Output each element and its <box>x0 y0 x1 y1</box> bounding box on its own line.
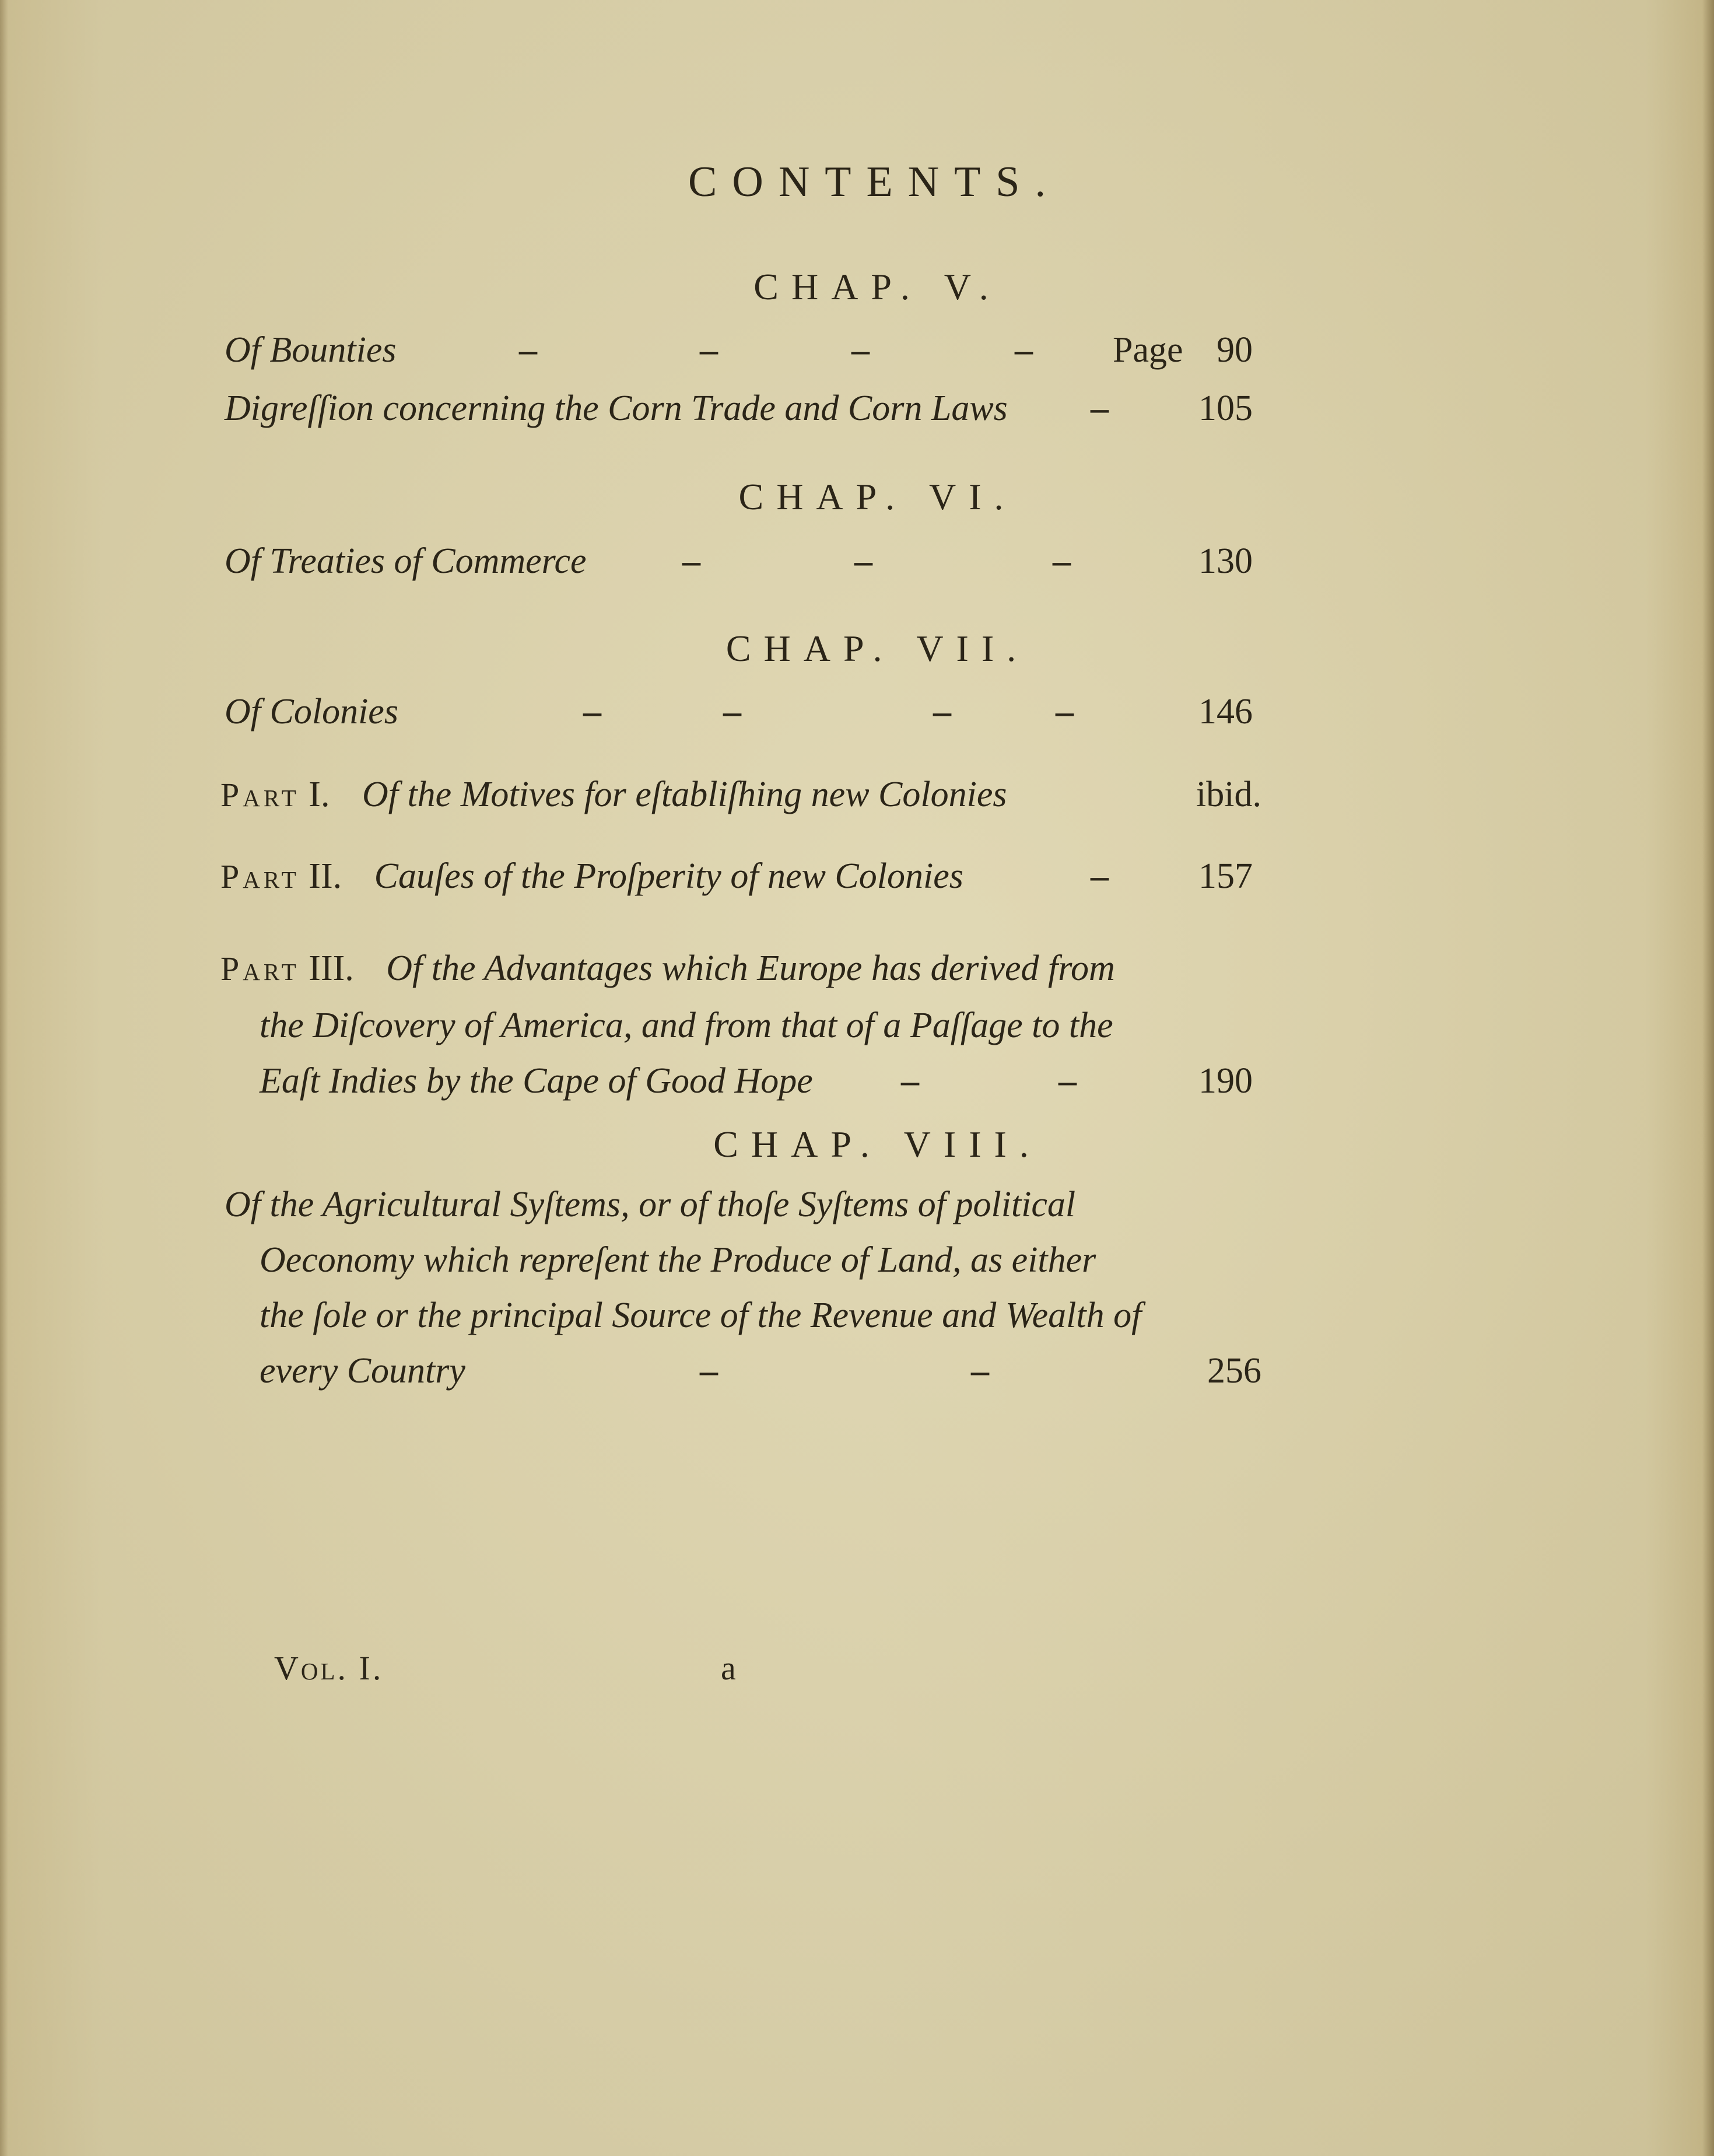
toc-entry-bounties: Of Bounties <box>225 330 397 370</box>
leader-dash: – <box>851 330 870 370</box>
leader-dash: – <box>700 330 718 370</box>
page-number: 157 <box>1198 856 1253 896</box>
part-title-line: Of the Advantages which Europe has derived from <box>386 949 1115 988</box>
leader-dash: – <box>1091 388 1109 428</box>
toc-entry-agricultural-line: Of the Agricultural Syſtems, or of thoſe Syſtems of political <box>225 1185 1076 1224</box>
chapter-heading-6: CHAP. VI. <box>738 476 1017 517</box>
contents-title: CONTENTS. <box>688 158 1061 206</box>
leader-dash: – <box>583 692 601 732</box>
toc-entry-agricultural-line: Oeconomy which repreſent the Produce of Land, as either <box>260 1240 1096 1280</box>
leader-dash: – <box>1091 856 1109 896</box>
page-number: 256 <box>1207 1351 1261 1391</box>
toc-entry-colonies: Of Colonies <box>225 692 398 732</box>
signature-mark: a <box>721 1649 736 1687</box>
toc-entry-agricultural-line: every Country <box>260 1351 465 1391</box>
chapter-heading-5: CHAP. V. <box>753 266 1001 307</box>
leader-dash: – <box>1053 541 1071 581</box>
leader-dash: – <box>723 692 741 732</box>
page-right-shadow <box>1702 0 1714 2156</box>
leader-dash: – <box>682 541 700 581</box>
page-number: 146 <box>1198 692 1253 732</box>
chapter-heading-7: CHAP. VII. <box>725 628 1029 669</box>
part-label: Part <box>220 776 300 814</box>
part-label: Part <box>220 858 300 895</box>
chapter-heading-8: CHAP. VIII. <box>713 1124 1042 1165</box>
part-title: Cauſes of the Proſperity of new Colonies <box>374 856 963 896</box>
toc-part-1 <box>220 771 1007 818</box>
toc-part-2 <box>220 853 963 900</box>
leader-dash: – <box>700 1351 718 1391</box>
page-number: 90 <box>1217 330 1253 370</box>
leader-dash: – <box>971 1351 989 1391</box>
part-title: Of the Motives for eſtabliſhing new Colonies <box>362 775 1007 814</box>
page-number: 190 <box>1198 1061 1253 1101</box>
leader-dash: – <box>854 541 872 581</box>
toc-entry-corn-digression: Digreſſion concerning the Corn Trade and Corn Laws <box>225 388 1008 428</box>
page-number: ibid. <box>1196 775 1261 814</box>
page-number: 130 <box>1198 541 1253 581</box>
leader-dash: – <box>519 330 537 370</box>
page-prefix: Page <box>1113 330 1183 370</box>
part-title-line: Eaſt Indies by the Cape of Good Hope <box>260 1061 813 1101</box>
leader-dash: – <box>901 1061 919 1101</box>
part-label: Part <box>220 950 300 988</box>
toc-entry-treaties: Of Treaties of Commerce <box>225 541 587 581</box>
part-title-line: the Diſcovery of America, and from that of a Paſſage to the <box>260 1006 1113 1045</box>
toc-part-3 <box>220 945 1115 992</box>
leader-dash: – <box>1015 330 1033 370</box>
toc-entry-agricultural-line: the ſole or the principal Source of the Revenue and Wealth of <box>260 1296 1142 1335</box>
part-number: I. <box>309 775 330 814</box>
page-left-shadow <box>0 0 8 2156</box>
part-number: III. <box>309 949 354 988</box>
volume-label: Vol. I. <box>274 1649 384 1687</box>
leader-dash: – <box>933 692 951 732</box>
page-number: 105 <box>1198 388 1253 428</box>
part-number: II. <box>309 856 342 896</box>
leader-dash: – <box>1056 692 1074 732</box>
leader-dash: – <box>1058 1061 1077 1101</box>
